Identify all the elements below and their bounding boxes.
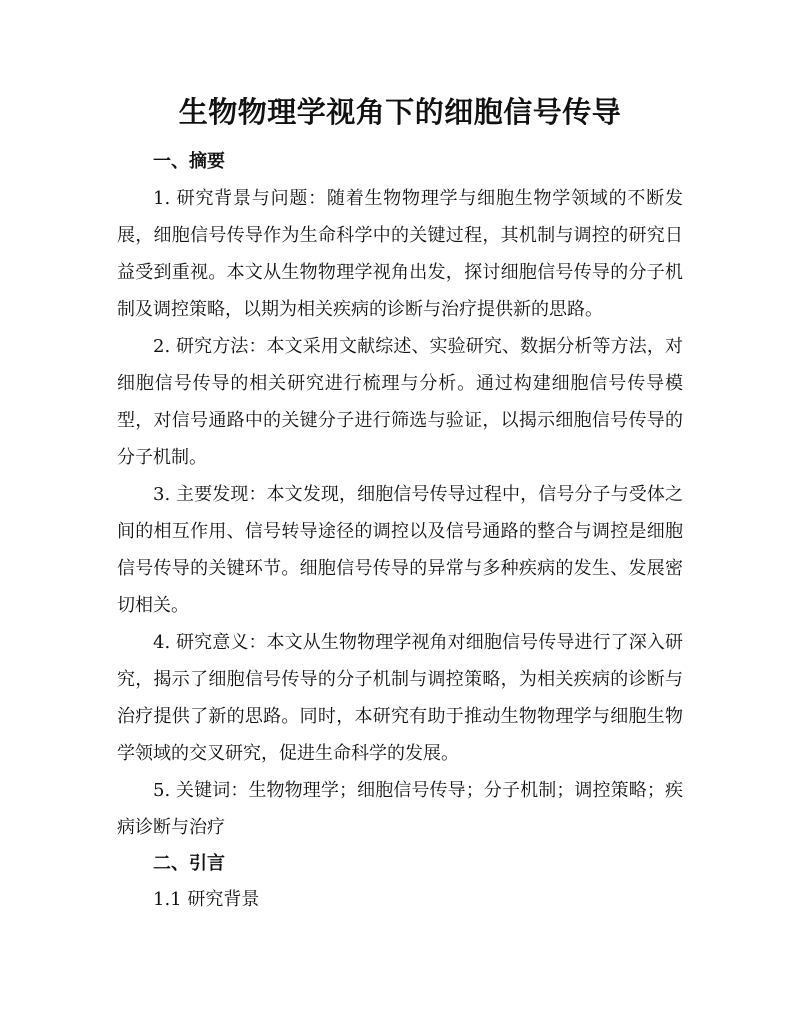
abstract-paragraph-keywords: 5. 关键词：生物物理学；细胞信号传导；分子机制；调控策略；疾病诊断与治疗 [117, 780, 683, 838]
abstract-paragraph-findings: 3. 主要发现：本文发现，细胞信号传导过程中，信号分子与受体之间的相互作用、信号转导途径的调控以及信号通路的整合与调控是细胞信号传导的关键环节。细胞信号传导的异常与多种疾病的发生、发展密切相关。 [117, 484, 683, 616]
abstract-paragraph-methods: 2. 研究方法：本文采用文献综述、实验研究、数据分析等方法，对细胞信号传导的相关研究进行梳理与分析。通过构建细胞信号传导模型，对信号通路中的关键分子进行筛选与验证，以揭示细胞信号传导的分子机制。 [117, 336, 683, 468]
section-heading-abstract: 一、摘要 [153, 151, 225, 172]
abstract-paragraph-background: 1. 研究背景与问题：随着生物物理学与细胞生物学领域的不断发展，细胞信号传导作为生命科学中的关键过程，其机制与调控的研究日益受到重视。本文从生物物理学视角出发，探讨细胞信号传导的分子机制及调控策略，以期为相关疾病的诊断与治疗提供新的思路。 [117, 188, 683, 320]
document-title: 生物物理学视角下的细胞信号传导 [178, 95, 622, 129]
abstract-paragraph-significance: 4. 研究意义：本文从生物物理学视角对细胞信号传导进行了深入研究，揭示了细胞信号传导的分子机制与调控策略，为相关疾病的诊断与治疗提供了新的思路。同时，本研究有助于推动生物物理学与细胞生物学领域的交叉研究，促进生命科学的发展。 [117, 632, 683, 764]
subsection-heading-background: 1.1 研究背景 [153, 889, 260, 910]
document-body [117, 144, 683, 918]
section-heading-introduction: 二、引言 [153, 853, 225, 874]
